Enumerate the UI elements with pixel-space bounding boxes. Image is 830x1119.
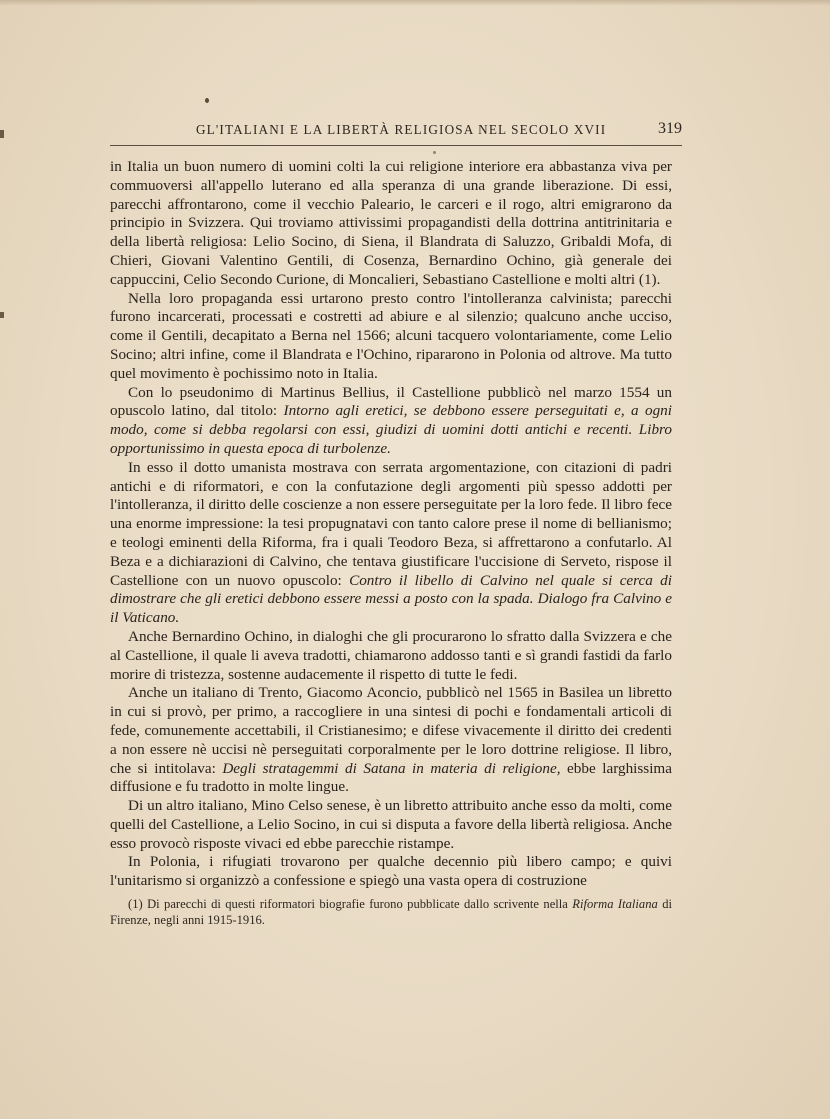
text-run: Di un altro italiano, Mino Celso senese, è un libretto attribuito anche esso da molti, come quelli del Castellione, a Lelio Socino, in cui si disputa a favore della libertà religiosa. Anche esso provocò risposte vivaci ed ebbe parecchie ristampe. — [110, 797, 672, 852]
ink-spot — [205, 98, 209, 103]
text-run: In esso il dotto umanista mostrava con serrata argomentazione, con citazioni di padri antichi e di riformatori, e con la confutazione degli argomenti più spesso addotti per l'intolleranza, il diritto delle coscienze a non essere perseguitate per la loro fede. Il libro fece una enorme impressione: la tesi propugnatavi con tanto calore prese il nome di bellianismo; e teologi eminenti della Riforma, fra i quali Teodoro Beza, si affrettarono a confutarlo. Al Beza e a dichiarazioni di Calvino, che tentava giustificare l'uccisione di Serveto, rispose il Castellione con un nuovo opuscolo: — [110, 458, 672, 589]
text-run: Con lo pseudonimo di Martinus Bellius, il Castellione pubblicò nel marzo 1554 un opuscolo latino, dal titolo: — [110, 383, 672, 420]
italic-title-text: Contro il libello di Calvino nel quale si cerca di dimostrare che gli eretici debbono essere messi a posto con la spada. Dialogo fra Calvino e il Vaticano. — [110, 571, 672, 627]
paragraph — [110, 684, 672, 797]
running-head — [110, 120, 682, 144]
margin-mark — [0, 130, 4, 138]
text-run: Nella loro propaganda essi urtarono presto contro l'intolleranza calvinista; parecchi furono incarcerati, processati e costretti ad abiure e al silenzio; qualcuno anche ucciso, come il Gentili, decapitato a Berna nel 1566; alcuni tacquero volontariamente, come Lelio Socino; altri infine, come il Blandrata e l'Ochino, ripararono in Polonia od altrove. Ma tutto quel movimento è pochissimo noto in Italia. — [110, 289, 672, 382]
margin-mark — [0, 312, 4, 318]
running-title: GL'ITALIANI E LA LIBERTÀ RELIGIOSA NEL SECOLO XVII — [196, 122, 607, 137]
italic-title-text: Degli stratagemmi di Satana in materia di religione, — [222, 759, 561, 777]
text-run: Anche un italiano di Trento, Giacomo Aconcio, pubblicò nel 1565 in Basilea un libretto in cui si provò, per primo, a raccogliere in una sintesi di pochi e fondamentali articoli di fede, comunemente accettabili, il Cristianesimo; e difese vivacemente il diritto dei credenti a non essere nè uccisi nè perseguitati corporalmente per le loro dottrine religiose. Il libro, che si intitolava: — [110, 684, 672, 777]
paragraph — [110, 384, 672, 459]
ink-spot — [433, 151, 436, 154]
text-run: Anche Bernardino Ochino, in dialoghi che gli procurarono lo sfratto dalla Svizzera e che al Castellione, il quale li aveva tradotti, chiamarono addosso tanti e sì grandi fastidi da farlo morire di tristezza, sostenne audacemente il rispetto di tutte le fedi. — [110, 627, 672, 683]
paragraph — [110, 158, 672, 290]
paragraph — [110, 290, 672, 384]
italic-title-text: Riforma Italiana — [572, 897, 658, 911]
text-run: di Firenze, negli anni 1915-1916. — [110, 897, 672, 928]
italic-title-text: Intorno agli eretici, se debbono essere perseguitati e, a ogni modo, come si debba regolarsi con essi, giudizi di uomini dotti antichi e recenti. Libro opportunissimo in questa epoca di turbolenze. — [110, 402, 672, 457]
text-run: In Polonia, i rifugiati trovarono per qualche decennio più libero campo; e quivi l'unitarismo si organizzò a confessione e spiegò una vasta opera di costruzione — [110, 853, 672, 890]
page-top-edge — [0, 0, 830, 6]
footnote — [110, 896, 672, 929]
header-rule — [110, 145, 682, 146]
body-text — [110, 158, 672, 891]
paragraph — [110, 797, 672, 853]
paragraph — [110, 853, 672, 891]
text-run: (1) Di parecchi di questi riformatori biografie furono pubblicate dallo scrivente nella — [128, 897, 573, 911]
page-number: 319 — [658, 120, 682, 137]
paragraph — [110, 459, 672, 628]
text-run: ebbe larghissima diffusione e fu tradotto in molte lingue. — [110, 759, 672, 796]
text-run: in Italia un buon numero di uomini colti la cui religione interiore era abbastanza viva per commuoversi all'appello luterano ed alla speranza di una grande liberazione. Di essi, parecchi affrontarono, come il vecchio Paleario, le carceri e il rogo, altri emigrarono da principio in Svizzera. Qui troviamo attivissimi propagandisti della dottrina antitrinitaria e della libertà religiosa: Lelio Socino, di Siena, il Blandrata di Saluzzo, Gribaldi Mofa, di Chieri, Giovani Valentino Gentili, di Cosenza, Bernardino Ochino, già generale dei cappuccini, Celio Secondo Curione, di Moncalieri, Sebastiano Castellione e molti altri (1). — [110, 158, 672, 288]
paragraph — [110, 628, 672, 684]
